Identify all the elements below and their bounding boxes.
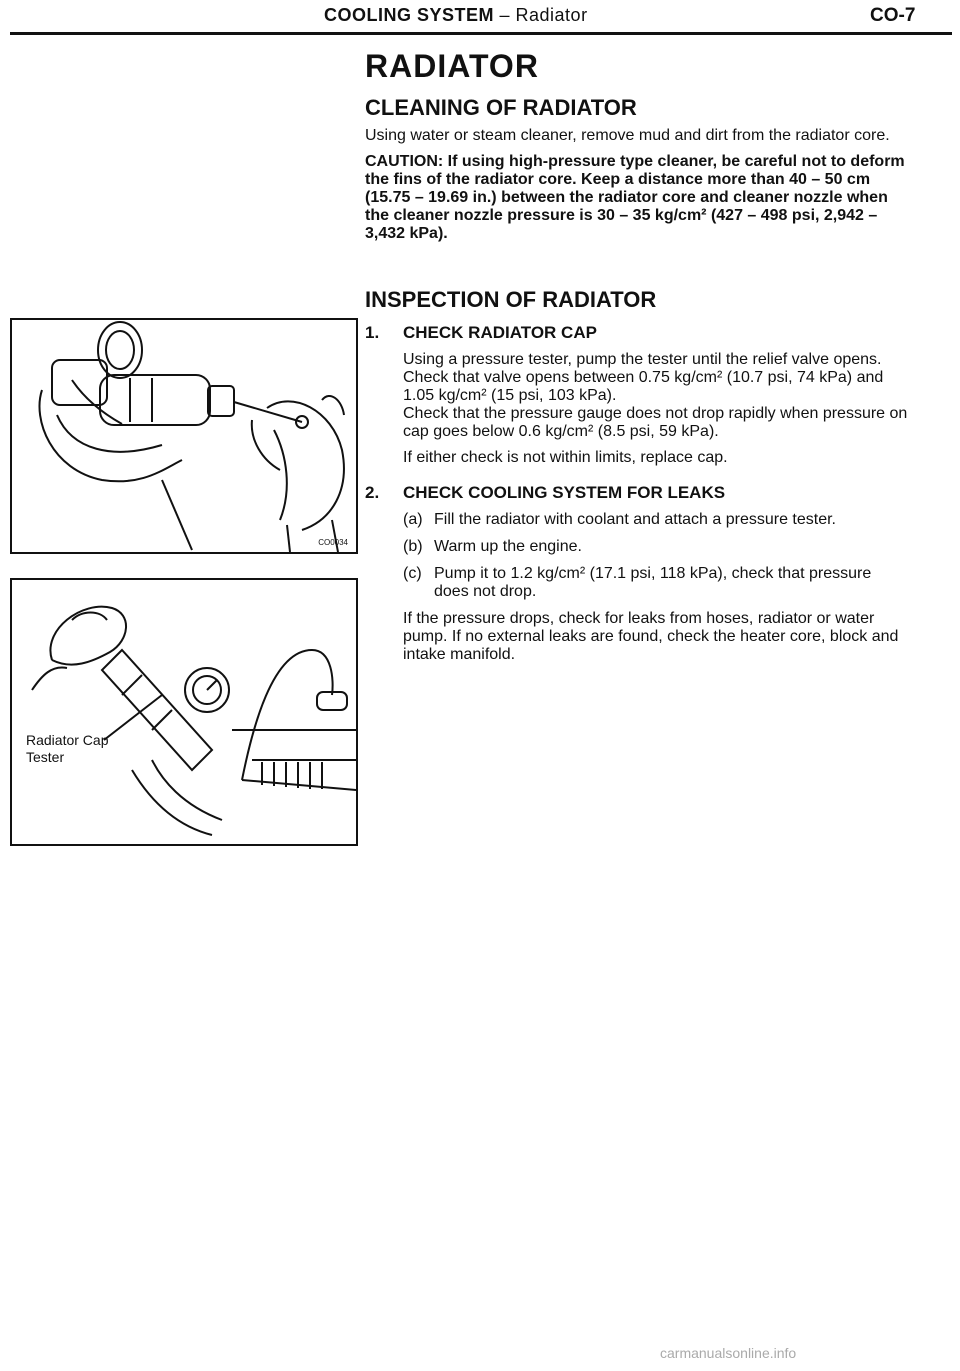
step-2-item-a — [403, 511, 910, 529]
header-section: COOLING SYSTEM — [324, 5, 495, 25]
step-2-item-b — [403, 538, 910, 556]
step-1-text-3: Check that the pressure gauge does not drop rapidly when pressure on cap goes below 0.6 kg/cm² (8.5 psi, 59 kPa). — [403, 405, 908, 440]
leak-tester-illustration — [12, 580, 356, 844]
step-1-text-4: If either check is not within limits, replace cap. — [403, 449, 728, 466]
step-2-heading — [365, 483, 910, 503]
figure-code: CO0034 — [318, 538, 348, 547]
header-title — [324, 5, 588, 26]
item-a-letter: (a) — [403, 511, 423, 528]
step-1-text-1: Using a pressure tester, pump the tester until the relief valve opens. — [403, 351, 882, 368]
step-2-number: 2. — [365, 483, 380, 502]
caution-note — [365, 153, 910, 243]
step-2-item-c — [403, 565, 910, 601]
item-b-text: Warm up the engine. — [434, 538, 582, 555]
step-1-text-2: Check that valve opens between 0.75 kg/cm² (10.7 psi, 74 kPa) and 1.05 kg/cm² (15 psi, 103 kPa). — [403, 369, 884, 404]
cap-tester-illustration — [12, 320, 356, 552]
header-divider — [10, 32, 952, 35]
header-subsection: – Radiator — [494, 5, 588, 25]
page-code: CO-7 — [870, 5, 916, 26]
figure-label-line2: Tester — [26, 749, 65, 765]
step-2-body — [365, 511, 910, 664]
caution-text: If using high-pressure type cleaner, be careful not to deform the fins of the radiator core. Keep a distance more than 40 – 50 cm (15.75 – 19.69 in.) between the radiator core and cleaner nozzle when the cleaner nozzle pressure is 30 – 35 kg/cm² (427 – 498 psi, 2,942 – 3,432 kPa). — [365, 153, 905, 242]
figure-cooling-leak-test — [10, 578, 358, 846]
step-1-number: 1. — [365, 323, 380, 342]
page-title: RADIATOR — [365, 48, 539, 84]
section-heading-cleaning: CLEANING OF RADIATOR — [365, 95, 637, 120]
step-2-title: CHECK COOLING SYSTEM FOR LEAKS — [403, 483, 726, 502]
cleaning-text: Using water or steam cleaner, remove mud and dirt from the radiator core. — [365, 127, 890, 144]
figure-label — [26, 732, 109, 766]
caution-label: CAUTION: — [365, 153, 444, 170]
item-c-letter: (c) — [403, 565, 422, 582]
item-a-text: Fill the radiator with coolant and attach a pressure tester. — [434, 511, 836, 528]
figure-label-line1: Radiator Cap — [26, 732, 109, 748]
item-b-letter: (b) — [403, 538, 423, 555]
section-heading-inspection: INSPECTION OF RADIATOR — [365, 287, 657, 312]
watermark: carmanualsonline.info — [660, 1345, 797, 1361]
step-1-body — [365, 351, 910, 467]
main-content — [365, 48, 910, 672]
figure-cap-tester — [10, 318, 358, 554]
step-1-heading — [365, 323, 910, 343]
step-2-note: If the pressure drops, check for leaks from hoses, radiator or water pump. If no external leaks are found, check the heater core, block and intake manifold. — [403, 610, 899, 663]
step-1-title: CHECK RADIATOR CAP — [403, 323, 597, 342]
item-c-text: Pump it to 1.2 kg/cm² (17.1 psi, 118 kPa), check that pressure does not drop. — [434, 565, 872, 600]
